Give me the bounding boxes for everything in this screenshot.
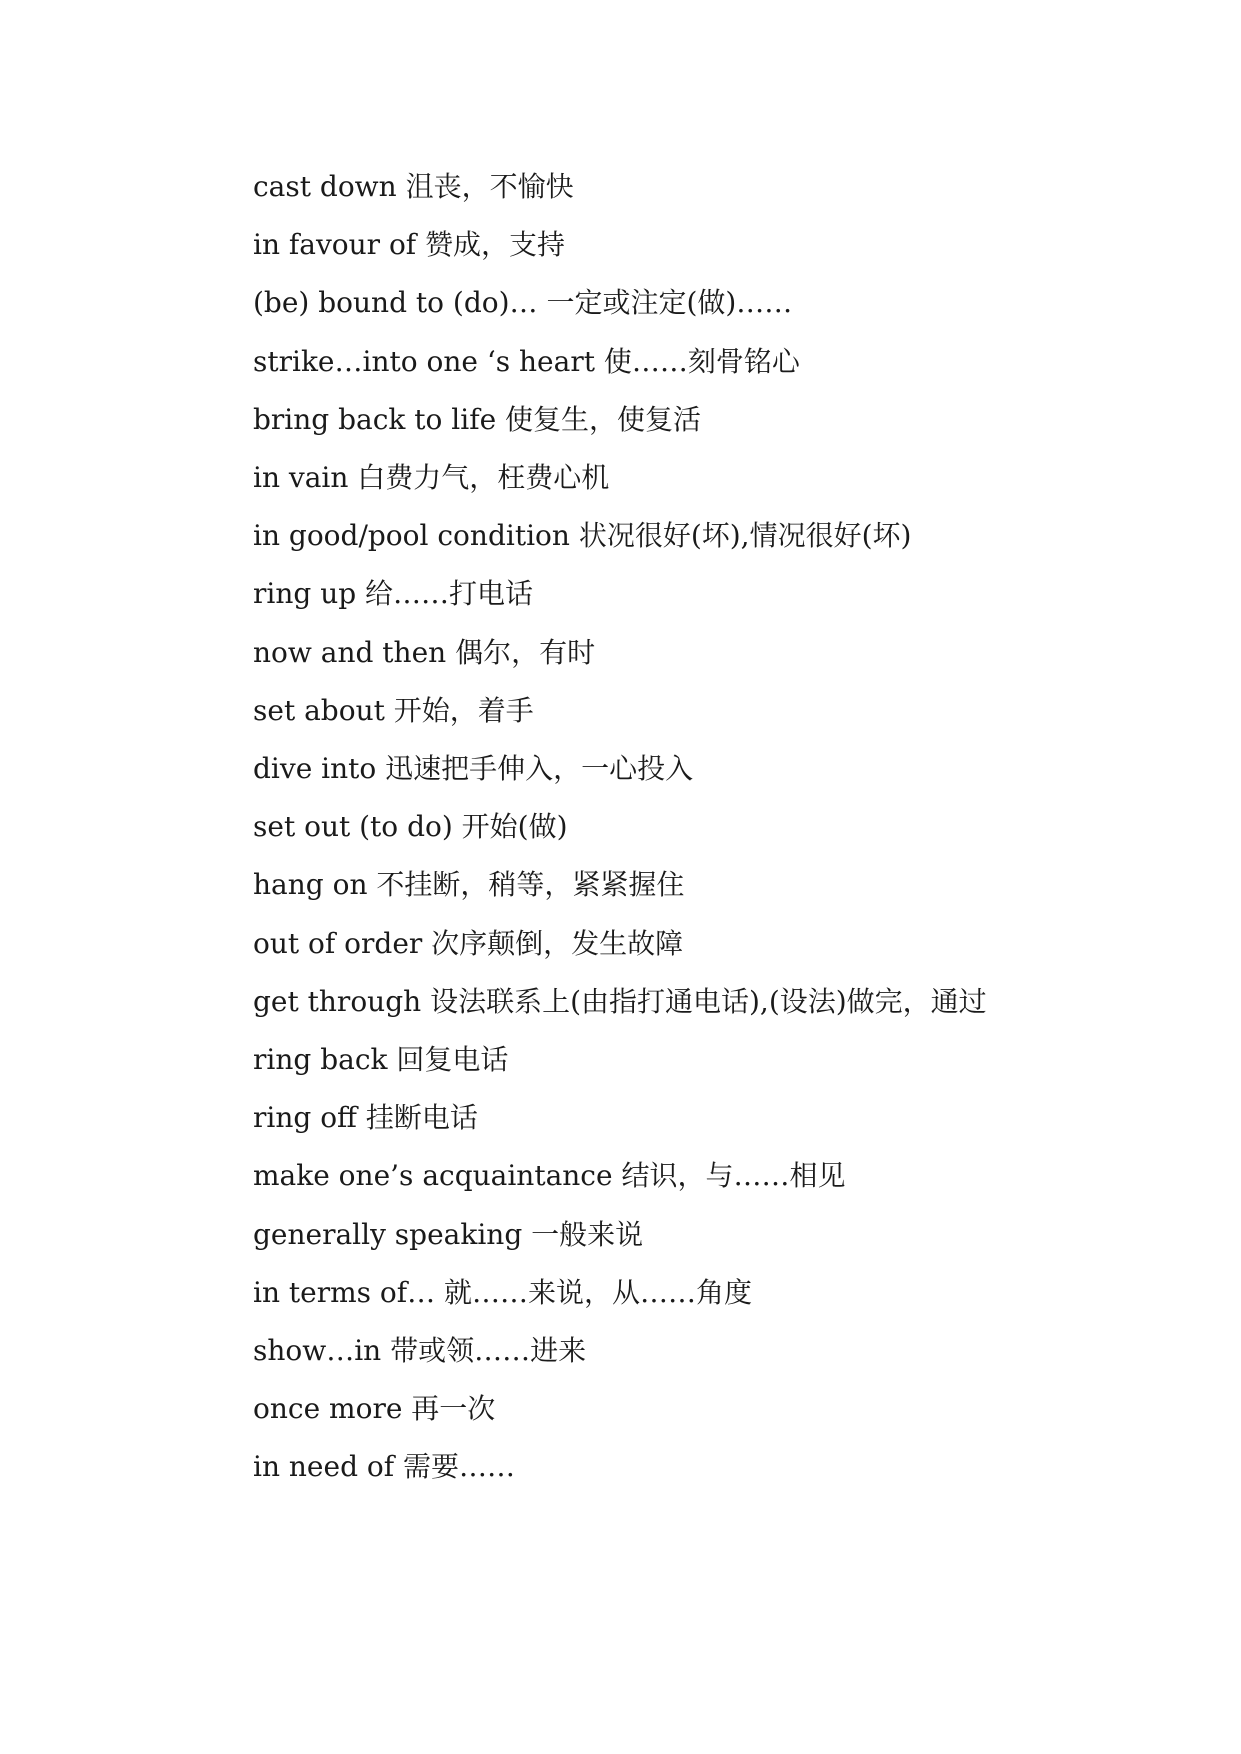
phrase-entry: set out (to do) 开始(做) (253, 810, 568, 844)
phrase-entry: set about 开始，着手 (253, 693, 534, 727)
phrase-entry: in terms of… 就……来说，从……角度 (253, 1275, 753, 1309)
phrase-entry: dive into 迅速把手伸入，一心投入 (253, 752, 694, 786)
phrase-entry: in favour of 赞成，支持 (253, 228, 566, 262)
phrase-entry: ring back 回复电话 (253, 1043, 509, 1077)
phrase-entry: in vain 白费力气，枉费心机 (253, 461, 610, 495)
phrase-entry: once more 再一次 (253, 1392, 496, 1426)
phrase-entry: get through 设法联系上(由指打通电话),(设法)做完，通过 (253, 984, 987, 1018)
phrase-entry: strike…into one ‘s heart 使……刻骨铭心 (253, 344, 800, 378)
phrase-entry: in good/pool condition 状况很好(坏),情况很好(坏) (253, 519, 912, 553)
phrase-entry: out of order 次序颠倒，发生故障 (253, 926, 684, 960)
phrase-entry: cast down 沮丧，不愉快 (253, 170, 574, 203)
phrase-entry: generally speaking 一般来说 (253, 1217, 644, 1251)
phrase-entry: show…in 带或领……进来 (253, 1334, 587, 1368)
phrase-entry: ring up 给……打电话 (253, 577, 534, 611)
phrase-entry: now and then 偶尔，有时 (253, 635, 596, 669)
phrase-list (190, 158, 1070, 1497)
phrase-entry: (be) bound to (do)… 一定或注定(做)…… (253, 286, 793, 320)
phrase-entry: make one’s acquaintance 结识，与……相见 (253, 1159, 846, 1193)
phrase-entry: hang on 不挂断，稍等，紧紧握住 (253, 868, 685, 902)
phrase-entry: ring off 挂断电话 (253, 1101, 478, 1135)
phrase-entry: bring back to life 使复生，使复活 (253, 402, 702, 436)
phrase-entry: in need of 需要…… (253, 1450, 516, 1484)
